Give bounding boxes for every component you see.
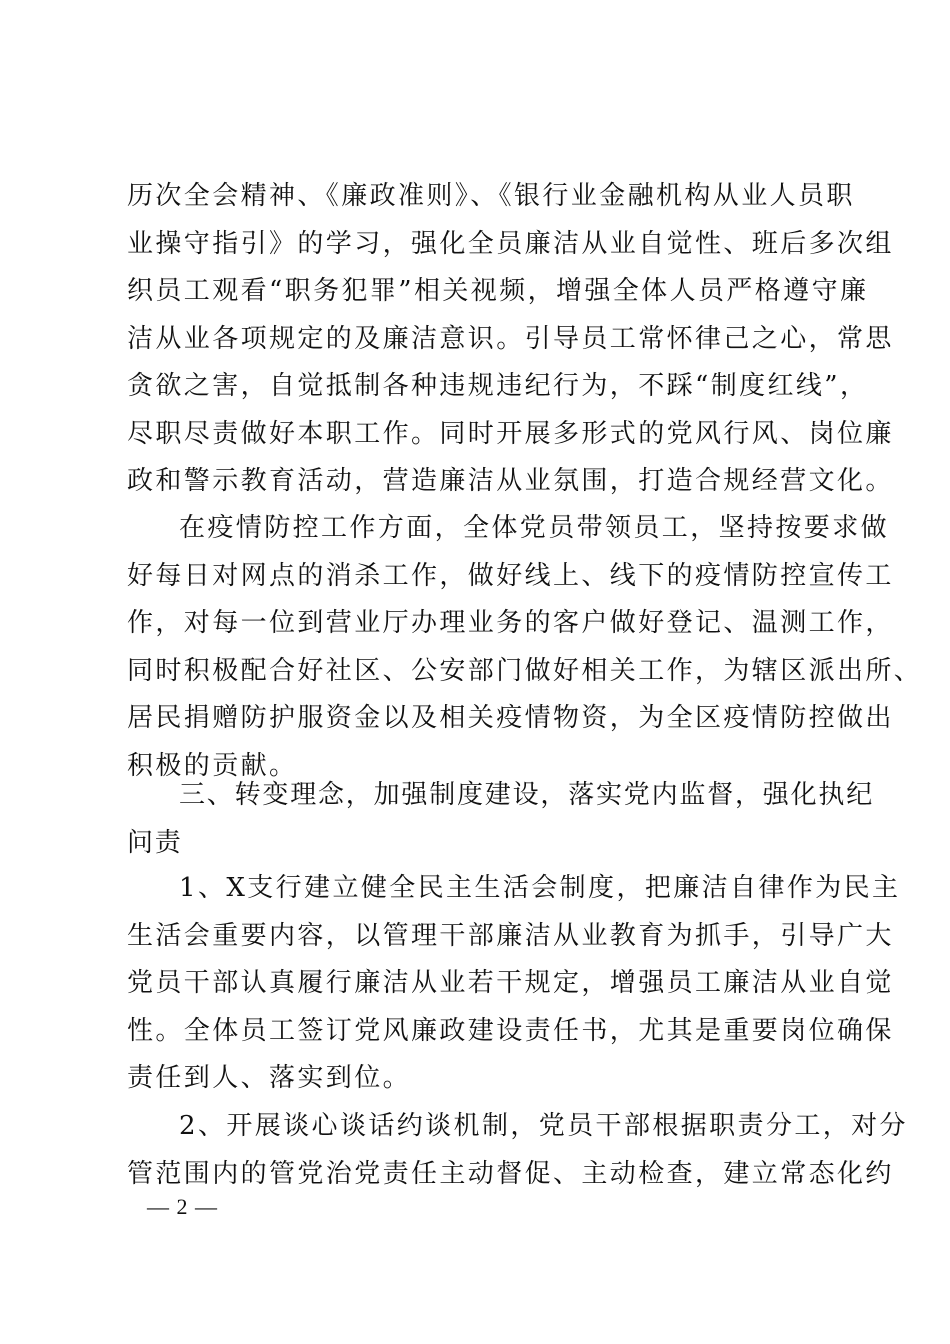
text-line: 居民捐赠防护服资金以及相关疫情物资，为全区疫情防控做出 bbox=[127, 703, 894, 733]
text-line: 洁从业各项规定的及廉洁意识。引导员工常怀律己之心，常思 bbox=[127, 323, 894, 354]
heading-line: 三、转变理念，加强制度建设，落实党内监督，强化执纪 bbox=[179, 780, 875, 810]
text-line: 管范围内的管党治党责任主动督促、主动检查，建立常态化约 bbox=[127, 1158, 894, 1189]
text-line: 好每日对网点的消杀工作，做好线上、线下的疫情防控宣传工 bbox=[127, 560, 894, 591]
text-line: 积极的贡献。 bbox=[127, 750, 298, 781]
text-line: 政和警示教育活动，营造廉洁从业氛围，打造合规经营文化。 bbox=[127, 466, 894, 496]
text-line: 尽职尽责做好本职工作。同时开展多形式的党风行风、岗位廉 bbox=[127, 418, 894, 449]
text-line: 同时积极配合好社区、公安部门做好相关工作，为辖区派出所、 bbox=[127, 655, 923, 686]
paragraph-epidemic bbox=[127, 505, 923, 790]
text-line: 党员干部认真履行廉洁从业若干规定，增强员工廉洁从业自觉 bbox=[127, 968, 894, 998]
text-line: 贪欲之害，自觉抵制各种违规违纪行为，不踩“制度红线”， bbox=[127, 371, 869, 401]
heading-line: 问责 bbox=[127, 827, 183, 858]
paragraph-item-2 bbox=[127, 1103, 908, 1198]
paragraph-education bbox=[127, 173, 894, 506]
text-line: 作，对每一位到营业厅办理业务的客户做好登记、温测工作， bbox=[127, 608, 894, 638]
page-number: — 2 — bbox=[147, 1194, 218, 1219]
section-heading bbox=[127, 772, 875, 867]
text-line: 在疫情防控工作方面，全体党员带领员工，坚持按要求做 bbox=[179, 513, 890, 543]
text-line: 性。全体员工签订党风廉政建设责任书，尤其是重要岗位确保 bbox=[127, 1015, 894, 1046]
paragraph-item-1 bbox=[127, 865, 901, 1103]
text-line: 历次全会精神、《廉政准则》、《银行业金融机构从业人员职 bbox=[127, 181, 855, 211]
text-line: 责任到人、落实到位。 bbox=[127, 1063, 412, 1093]
text-line: 织员工观看“职务犯罪”相关视频，增强全体人员严格遵守廉 bbox=[127, 276, 869, 306]
text-line: 1、X支行建立健全民主生活会制度，把廉洁自律作为民主 bbox=[179, 873, 901, 903]
text-line: 2、开展谈心谈话约谈机制，党员干部根据职责分工，对分 bbox=[179, 1111, 908, 1141]
text-line: 业操守指引》的学习，强化全员廉洁从业自觉性、班后多次组 bbox=[127, 228, 894, 259]
text-line: 生活会重要内容，以管理干部廉洁从业教育为抓手，引导广大 bbox=[127, 920, 894, 951]
